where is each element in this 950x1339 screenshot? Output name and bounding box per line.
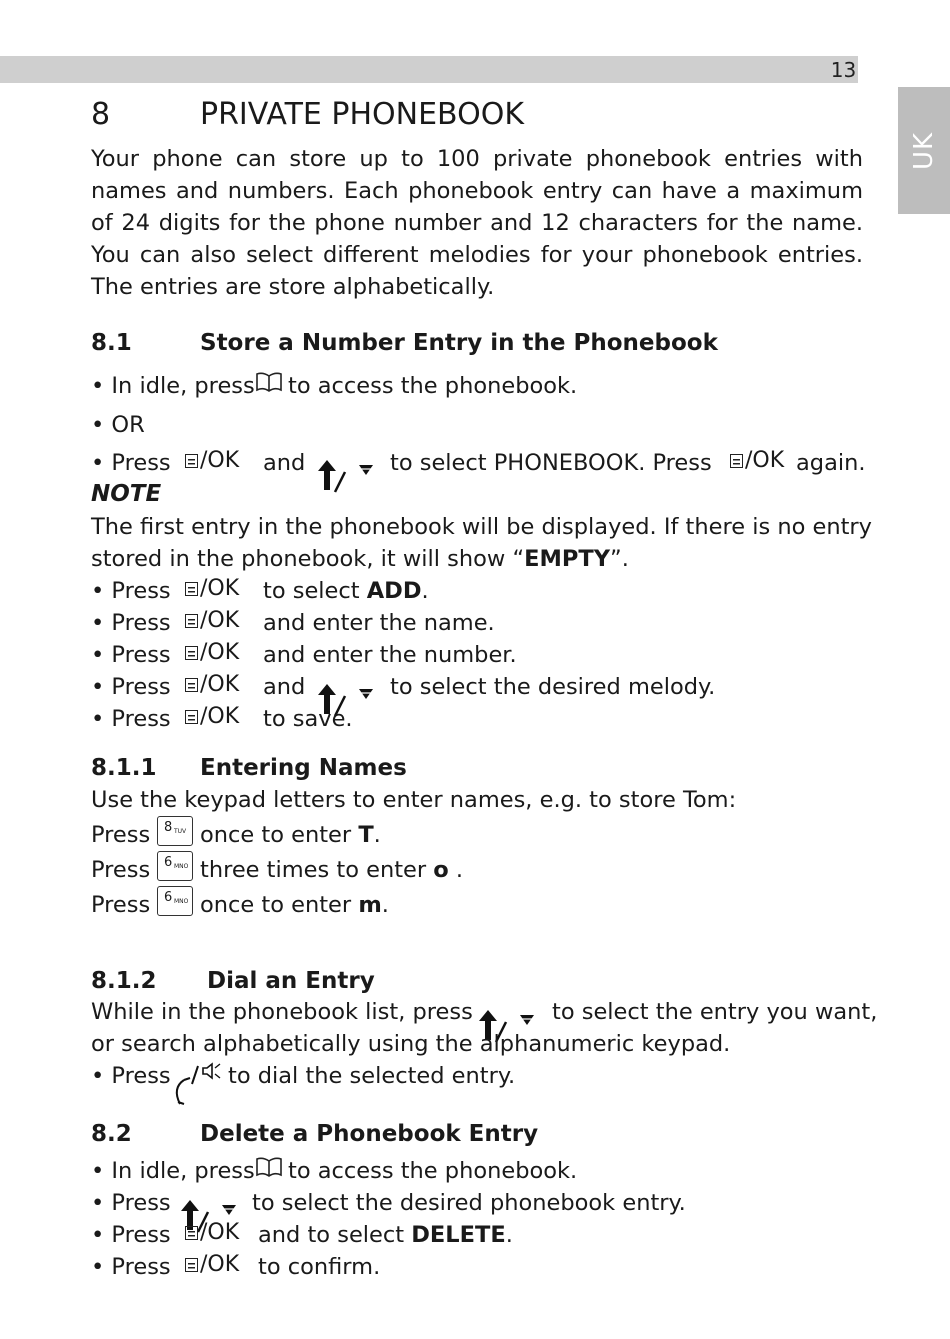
s81-line3-end: again. — [796, 450, 866, 476]
key-8-icon: 8 TUV — [157, 816, 193, 846]
phonebook-icon — [255, 1156, 283, 1178]
menu-ok-icon: /OK — [185, 672, 239, 697]
s82-line3-text: and to select DELETE. — [258, 1222, 513, 1248]
step-3-press: • Press — [91, 642, 171, 668]
section-8-1-number: 8.1 — [91, 330, 132, 356]
s82-line4-press: • Press — [91, 1254, 171, 1280]
menu-ok-icon: /OK — [185, 576, 239, 601]
section-8-2-number: 8.2 — [91, 1121, 132, 1147]
key-6-icon: 6 MNO — [157, 851, 193, 881]
s81-line1-start: • In idle, press — [91, 373, 255, 399]
step-4-press: • Press — [91, 674, 171, 700]
s82-line1-start: • In idle, press — [91, 1158, 255, 1184]
s82-line1-end: to access the phonebook. — [288, 1158, 578, 1184]
s82-line2-press: • Press — [91, 1190, 171, 1216]
section-8-1-2-number: 8.1.2 — [91, 968, 157, 994]
step-4-text: to select the desired melody. — [390, 674, 716, 700]
menu-ok-icon: /OK — [185, 640, 239, 665]
key-6-icon: 6 MNO — [157, 886, 193, 916]
s812-line1-start: While in the phonebook list, press — [91, 999, 473, 1025]
note-label: NOTE — [91, 481, 162, 507]
n3-press: Press — [91, 892, 151, 918]
step-1-text: to select ADD. — [263, 578, 429, 604]
language-tab — [898, 87, 950, 214]
s82-line2-text: to select the desired phonebook entry. — [252, 1190, 686, 1216]
s81-line3-press: • Press — [91, 450, 171, 476]
n1-text: once to enter T. — [200, 822, 381, 848]
intro-paragraph: Your phone can store up to 100 private phonebook entries with names and numbers. Each phonebook entry can have a maximum of 24 digits for the phone number and 12 characters for the name. You can also select different melodies for your phonebook entries. The entries are store alphabetically. — [91, 146, 863, 300]
s82-line4-text: to confirm. — [258, 1254, 381, 1280]
section-8-1-1-number: 8.1.1 — [91, 755, 157, 781]
step-1-press: • Press — [91, 578, 171, 604]
n2-press: Press — [91, 857, 151, 883]
note-text-2: stored in the phonebook, it will show “EMPTY”. — [91, 546, 629, 572]
phonebook-icon — [255, 371, 283, 393]
s82-line3-press: • Press — [91, 1222, 171, 1248]
section-8-1-1-title: Entering Names — [200, 755, 407, 781]
step-3-text: and enter the number. — [263, 642, 517, 668]
s81-line3-and: and — [263, 450, 306, 476]
up-down-arrow-icon — [315, 456, 375, 494]
step-2-text: and enter the name. — [263, 610, 495, 636]
step-5-text: to save. — [263, 706, 353, 732]
step-4-and: and — [263, 674, 306, 700]
n2-text: three times to enter o . — [200, 857, 464, 883]
s812-line1-end: to select the entry you want, — [552, 999, 878, 1025]
chapter-title: PRIVATE PHONEBOOK — [200, 97, 525, 132]
language-tab-label: UK — [909, 131, 939, 170]
s811-intro: Use the keypad letters to enter names, e.g. to store Tom: — [91, 787, 737, 813]
s81-line3-mid: to select PHONEBOOK. Press — [390, 450, 712, 476]
n3-text: once to enter m. — [200, 892, 389, 918]
header-bar — [0, 56, 829, 83]
page-number: 13 — [830, 58, 857, 82]
step-2-press: • Press — [91, 610, 171, 636]
talk-speaker-icon — [170, 1060, 224, 1106]
menu-ok-icon: /OK — [185, 448, 239, 473]
menu-ok-icon: /OK — [185, 704, 239, 729]
s812-line3-press: • Press — [91, 1063, 171, 1089]
chapter-number: 8 — [91, 97, 111, 132]
s812-line2: or search alphabetically using the alphanumeric keypad. — [91, 1031, 731, 1057]
menu-ok-icon: /OK — [185, 608, 239, 633]
menu-ok-icon: /OK — [185, 1252, 239, 1277]
note-text-1: The first entry in the phonebook will be displayed. If there is no entry — [91, 514, 872, 540]
s812-line3-text: to dial the selected entry. — [228, 1063, 516, 1089]
step-5-press: • Press — [91, 706, 171, 732]
menu-ok-icon: /OK — [730, 448, 784, 473]
section-8-1-2-title: Dial an Entry — [207, 968, 375, 994]
s81-line1-end: to access the phonebook. — [288, 373, 578, 399]
section-8-2-title: Delete a Phonebook Entry — [200, 1121, 539, 1147]
section-8-1-title: Store a Number Entry in the Phonebook — [200, 330, 718, 356]
s81-or: • OR — [91, 412, 145, 438]
n1-press: Press — [91, 822, 151, 848]
menu-ok-icon: /OK — [185, 1220, 239, 1245]
